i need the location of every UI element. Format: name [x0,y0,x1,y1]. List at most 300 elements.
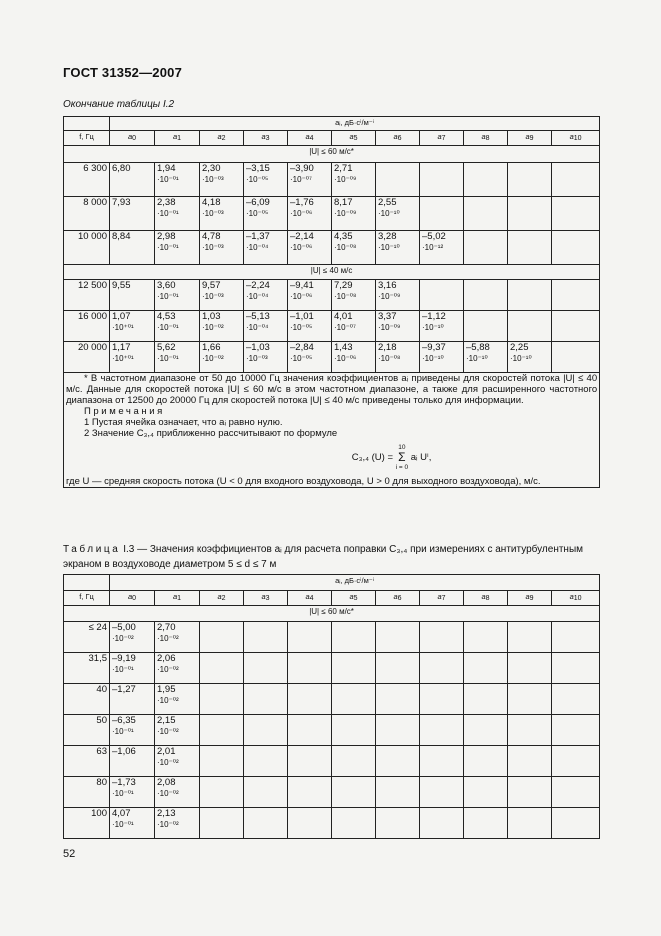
coef-cell-a9 [508,684,552,715]
coef-mantissa: 2,55 [378,197,397,208]
coef-exponent: ·10⁻⁰⁷ [334,323,356,332]
coef-subscript: 3 [265,595,270,602]
table-row [64,715,600,746]
table-1-group-b [64,280,600,373]
coef-mantissa: 4,53 [157,311,176,322]
coef-exponent: ·10⁻⁰¹ [157,243,179,252]
coef-cell-a4 [288,622,332,653]
coef-subscript: 9 [529,595,534,602]
coef-cell-a4 [288,715,332,746]
coef-mantissa: –3,15 [246,163,270,174]
coef-cell-a9 [508,163,552,197]
coef-cell-a8 [464,653,508,684]
coef-cell-a5 [332,163,376,197]
coef-cell-a7 [420,622,464,653]
coef-cell-a8 [464,342,508,373]
coef-cell-a2 [200,342,244,373]
coef-header-a1 [155,131,200,146]
coef-header-row [64,591,600,606]
coef-mantissa: 2,08 [157,777,176,788]
coef-mantissa: –1,03 [246,342,270,353]
caption-text: I.3 — Значения коэффициентов aᵢ для расчета поправки C₃,₄ при измерениях с антитурбулентным экраном в воздуховоде диаметром 5 ≤ d ≤ 7 м [63,544,584,570]
coef-mantissa: –1,06 [112,746,136,757]
coef-cell-a2 [200,777,244,808]
formula [186,443,597,472]
coef-cell-a0 [110,684,155,715]
coef-cell-a2 [200,231,244,265]
coef-cell-a1 [155,777,200,808]
coef-cell-a9 [508,653,552,684]
freq-header: f, Гц [64,591,110,606]
coef-subscript: 8 [485,135,490,142]
table-row [64,163,600,197]
coef-mantissa: –1,73 [112,777,136,788]
coef-mantissa: 9,57 [202,280,221,291]
coef-mantissa: 8,17 [334,197,353,208]
frequency-cell: 40 [64,684,110,715]
coef-mantissa: 5,62 [157,342,176,353]
coef-letter: a [305,592,310,601]
coef-cell-a6 [376,280,420,311]
coef-header-a6 [376,131,420,146]
coef-mantissa: –2,84 [290,342,314,353]
coef-mantissa: –5,13 [246,311,270,322]
coef-exponent: ·10⁻⁰⁶ [290,209,313,218]
frequency-cell: ≤ 24 [64,622,110,653]
coef-mantissa: –5,02 [422,231,446,242]
coef-mantissa: 2,13 [157,808,176,819]
coef-cell-a2 [200,622,244,653]
coef-exponent: ·10⁻⁰¹ [112,727,134,736]
coef-header-a1 [155,591,200,606]
coef-cell-a2 [200,746,244,777]
coef-mantissa: 4,35 [334,231,353,242]
coef-header-a4 [288,131,332,146]
coef-exponent: ·10⁻⁰¹ [157,354,179,363]
coef-header-a7 [420,131,464,146]
coef-header-a8 [464,591,508,606]
coef-letter: a [525,132,530,141]
coef-exponent: ·10⁻⁰⁵ [290,323,313,332]
coef-cell-a4 [288,746,332,777]
coef-cell-a5 [332,342,376,373]
coef-cell-a4 [288,280,332,311]
coef-exponent: ·10⁻⁰² [157,665,179,674]
coef-cell-a5 [332,808,376,839]
coef-mantissa: 2,38 [157,197,176,208]
coef-mantissa: 4,07 [112,808,131,819]
coef-cell-a2 [200,715,244,746]
coef-cell-a9 [508,311,552,342]
coef-cell-a5 [332,746,376,777]
coef-cell-a9 [508,777,552,808]
coef-cell-a8 [464,311,508,342]
notes-row [64,373,600,488]
coef-mantissa: 8,84 [112,231,131,242]
coef-cell-a0 [110,311,155,342]
coef-exponent: ·10⁻¹⁰ [510,354,532,363]
coef-exponent: ·10⁻⁰⁸ [334,292,357,301]
coef-cell-a2 [200,653,244,684]
coef-cell-a1 [155,622,200,653]
coef-cell-a0 [110,342,155,373]
coef-cell-a3 [244,197,288,231]
coef-letter: a [305,132,310,141]
coef-cell-a4 [288,777,332,808]
coef-cell-a9 [508,197,552,231]
coef-exponent: ·10⁻⁰⁶ [290,292,313,301]
sum-upper-limit: 10 [398,444,406,451]
coef-mantissa: 1,17 [112,342,131,353]
coef-mantissa: 6,80 [112,163,131,174]
condition-60: |U| ≤ 60 м/с* [64,606,600,622]
coef-exponent: ·10⁻⁰¹ [157,175,179,184]
coef-mantissa: 2,25 [510,342,529,353]
coef-cell-a1 [155,653,200,684]
table-row [64,777,600,808]
coef-header-a0 [110,591,155,606]
coef-cell-a0 [110,777,155,808]
coef-mantissa: 1,95 [157,684,176,695]
coef-header-a10 [552,131,600,146]
coef-cell-a3 [244,163,288,197]
coef-mantissa: 1,03 [202,311,221,322]
coef-cell-a5 [332,715,376,746]
coef-cell-a6 [376,746,420,777]
coef-exponent: ·10⁻⁰⁹ [378,323,401,332]
coef-mantissa: 2,01 [157,746,176,757]
coef-exponent: ·10⁻⁰⁹ [378,292,401,301]
coef-exponent: ·10⁻⁰⁴ [246,292,269,301]
coef-cell-a1 [155,715,200,746]
coef-letter: a [481,132,486,141]
page-number: 52 [63,848,76,860]
coef-cell-a10 [552,684,600,715]
condition-row [64,606,600,622]
coef-header-a5 [332,591,376,606]
coef-header-a10 [552,591,600,606]
coef-cell-a5 [332,311,376,342]
coef-cell-a7 [420,231,464,265]
freq-header: f, Гц [64,131,110,146]
coef-exponent: ·10⁺⁰¹ [112,323,134,332]
coef-subscript: 10 [573,135,582,142]
coef-cell-a6 [376,653,420,684]
coef-subscript: 4 [309,135,314,142]
coefficients-table-2 [63,574,600,839]
coef-header-a3 [244,131,288,146]
header-corner [64,575,110,591]
coef-cell-a3 [244,777,288,808]
frequency-cell: 100 [64,808,110,839]
coef-cell-a5 [332,231,376,265]
coef-cell-a0 [110,808,155,839]
coef-cell-a3 [244,342,288,373]
coef-header-a8 [464,131,508,146]
coef-cell-a1 [155,231,200,265]
coef-exponent: ·10⁻⁰¹ [112,665,134,674]
frequency-cell: 8 000 [64,197,110,231]
note-1: 1 Пустая ячейка означает, что aᵢ равно нулю. [84,417,283,428]
coef-mantissa: 2,06 [157,653,176,664]
coef-subscript: 7 [441,595,446,602]
footnote: * В частотном диапазоне от 50 до 10000 Гц значения коэффициентов aᵢ приведены для скоростей потока |U| ≤ 40 м/с. Данные для скоростей потока |U| ≤ 60 м/с в этом частотном диапазоне, а также для расширенного частотного диапазона от 12500 до 20000 Гц для скоростей потока |U| ≤ 40 м/с приведены только для информации. [66,373,598,406]
coef-cell-a6 [376,808,420,839]
coef-cell-a7 [420,163,464,197]
coef-cell-a0 [110,163,155,197]
coef-cell-a4 [288,684,332,715]
coef-subscript: 0 [132,595,137,602]
coef-cell-a3 [244,684,288,715]
coef-mantissa: 2,18 [378,342,397,353]
coef-exponent: ·10⁻⁰² [157,820,179,829]
coef-exponent: ·10⁻⁰³ [202,243,224,252]
coef-mantissa: –1,12 [422,311,446,322]
condition-40: |U| ≤ 40 м/с [64,265,600,280]
coef-cell-a6 [376,311,420,342]
coef-cell-a4 [288,163,332,197]
coef-mantissa: –6,09 [246,197,270,208]
coef-exponent: ·10⁻⁰⁹ [334,175,357,184]
coefficients-table-1 [63,116,600,488]
frequency-cell: 6 300 [64,163,110,197]
coef-cell-a6 [376,684,420,715]
coef-cell-a2 [200,197,244,231]
coef-header-a7 [420,591,464,606]
table-2-caption [63,542,601,572]
coef-cell-a10 [552,197,600,231]
coef-cell-a10 [552,746,600,777]
coef-exponent: ·10⁻⁰² [157,696,179,705]
coef-letter: a [127,132,133,141]
coef-mantissa: –9,41 [290,280,314,291]
caption-label: Таблица [63,544,121,555]
table-row [64,684,600,715]
coef-exponent: ·10⁻⁰³ [246,354,268,363]
coef-exponent: ·10⁻⁰⁸ [378,354,401,363]
coef-cell-a7 [420,280,464,311]
frequency-cell: 10 000 [64,231,110,265]
coef-cell-a5 [332,777,376,808]
coef-mantissa: 3,37 [378,311,397,322]
coef-cell-a1 [155,342,200,373]
coef-mantissa: 7,93 [112,197,131,208]
coef-mantissa: –2,24 [246,280,270,291]
coef-exponent: ·10⁻⁰⁷ [290,175,312,184]
coef-cell-a3 [244,622,288,653]
coef-exponent: ·10⁺⁰¹ [112,354,134,363]
coef-cell-a4 [288,197,332,231]
coef-cell-a4 [288,311,332,342]
coef-cell-a4 [288,653,332,684]
coef-cell-a3 [244,808,288,839]
coef-cell-a0 [110,746,155,777]
coef-exponent: ·10⁻⁰¹ [157,209,179,218]
coef-mantissa: –1,27 [112,684,136,695]
frequency-cell: 63 [64,746,110,777]
coef-mantissa: 9,55 [112,280,131,291]
coef-letter: a [217,132,222,141]
coef-cell-a5 [332,280,376,311]
coef-mantissa: 3,16 [378,280,397,291]
coef-cell-a5 [332,653,376,684]
coef-cell-a7 [420,808,464,839]
coef-letter: a [569,592,574,601]
table-row [64,746,600,777]
coef-exponent: ·10⁻⁰³ [202,209,224,218]
coef-letter: a [261,592,266,601]
coef-letter: a [127,592,133,601]
coef-mantissa: 2,70 [157,622,176,633]
coef-cell-a10 [552,808,600,839]
coef-cell-a4 [288,342,332,373]
coef-exponent: ·10⁻⁰⁹ [334,209,357,218]
coef-cell-a8 [464,622,508,653]
coef-subscript: 7 [441,135,446,142]
frequency-cell: 20 000 [64,342,110,373]
coef-cell-a10 [552,715,600,746]
coef-cell-a1 [155,746,200,777]
formula-rhs: aᵢ Uⁱ, [410,452,432,464]
document-title: ГОСТ 31352—2007 [63,65,182,80]
coef-cell-a10 [552,231,600,265]
coef-mantissa: 1,07 [112,311,131,322]
coef-exponent: ·10⁻¹⁰ [378,209,400,218]
coef-exponent: ·10⁻⁰² [157,758,179,767]
coef-header-a2 [200,591,244,606]
coef-header-a4 [288,591,332,606]
coef-cell-a0 [110,197,155,231]
coef-exponent: ·10⁻⁰² [112,634,134,643]
table-row [64,622,600,653]
coef-exponent: ·10⁻¹⁰ [422,323,444,332]
coef-exponent: ·10⁻⁰² [157,789,179,798]
coef-mantissa: –6,35 [112,715,136,726]
coef-exponent: ·10⁻⁰² [157,727,179,736]
coef-cell-a7 [420,684,464,715]
coef-letter: a [261,132,266,141]
coef-header-a2 [200,131,244,146]
coef-cell-a6 [376,197,420,231]
coef-subscript: 9 [529,135,534,142]
frequency-cell: 80 [64,777,110,808]
condition-row [64,265,600,280]
coef-cell-a8 [464,280,508,311]
table-row [64,197,600,231]
coef-exponent: ·10⁻⁰² [157,634,179,643]
coef-exponent: ·10⁻⁰⁸ [334,243,357,252]
coef-letter: a [393,132,398,141]
frequency-cell: 50 [64,715,110,746]
coef-cell-a8 [464,684,508,715]
table-row [64,808,600,839]
table-row [64,653,600,684]
coef-mantissa: 2,98 [157,231,176,242]
coef-subscript: 6 [397,595,402,602]
condition-60: |U| ≤ 60 м/с* [64,146,600,163]
coef-mantissa: –5,88 [466,342,490,353]
coef-cell-a10 [552,163,600,197]
coef-cell-a5 [332,684,376,715]
coef-cell-a0 [110,622,155,653]
coef-cell-a7 [420,746,464,777]
coef-cell-a6 [376,622,420,653]
unit-header: aᵢ, дБ·cⁱ/м⁻ⁱ [110,575,600,591]
coef-cell-a10 [552,777,600,808]
coef-mantissa: 3,60 [157,280,176,291]
coef-cell-a8 [464,777,508,808]
coef-exponent: ·10⁻⁰⁴ [246,243,269,252]
coef-header-a6 [376,591,420,606]
coef-cell-a2 [200,311,244,342]
coef-exponent: ·10⁻¹⁰ [466,354,488,363]
coef-exponent: ·10⁻⁰¹ [112,820,134,829]
coef-exponent: ·10⁻⁰¹ [157,292,179,301]
coef-cell-a0 [110,231,155,265]
table-2-rows [64,622,600,839]
coef-mantissa: 4,78 [202,231,221,242]
coef-exponent: ·10⁻⁰¹ [112,789,134,798]
coef-subscript: 5 [353,595,358,602]
coef-cell-a10 [552,311,600,342]
coef-cell-a6 [376,163,420,197]
coef-mantissa: 4,01 [334,311,353,322]
notes-heading: Примечания [84,406,165,417]
coef-cell-a0 [110,280,155,311]
coef-mantissa: –9,37 [422,342,446,353]
coef-mantissa: –1,76 [290,197,314,208]
coef-mantissa: 3,28 [378,231,397,242]
table-1-group-a [64,163,600,265]
coef-letter: a [525,592,530,601]
coef-subscript: 8 [485,595,490,602]
coef-letter: a [217,592,222,601]
coef-cell-a1 [155,684,200,715]
coef-letter: a [437,132,442,141]
coef-cell-a1 [155,311,200,342]
coef-mantissa: –3,90 [290,163,314,174]
coef-subscript: 1 [177,135,182,142]
coef-cell-a4 [288,808,332,839]
coef-exponent: ·10⁻⁰⁵ [246,175,269,184]
coef-cell-a10 [552,342,600,373]
coef-exponent: ·10⁻¹⁰ [378,243,400,252]
coef-cell-a9 [508,280,552,311]
frequency-cell: 12 500 [64,280,110,311]
coef-mantissa: 1,94 [157,163,176,174]
table-row [64,342,600,373]
coef-cell-a3 [244,311,288,342]
coef-exponent: ·10⁻⁰² [202,354,224,363]
coef-mantissa: –2,14 [290,231,314,242]
coef-cell-a8 [464,231,508,265]
coef-exponent: ·10⁻¹² [422,243,444,252]
coef-header-a9 [508,591,552,606]
coef-cell-a5 [332,622,376,653]
coef-cell-a3 [244,746,288,777]
coef-header-a0 [110,131,155,146]
coef-cell-a9 [508,746,552,777]
coef-cell-a6 [376,342,420,373]
coef-cell-a3 [244,280,288,311]
coef-cell-a8 [464,197,508,231]
coef-cell-a1 [155,808,200,839]
coef-mantissa: –1,01 [290,311,314,322]
coef-cell-a8 [464,715,508,746]
coef-cell-a2 [200,808,244,839]
coef-cell-a7 [420,311,464,342]
coef-cell-a6 [376,715,420,746]
